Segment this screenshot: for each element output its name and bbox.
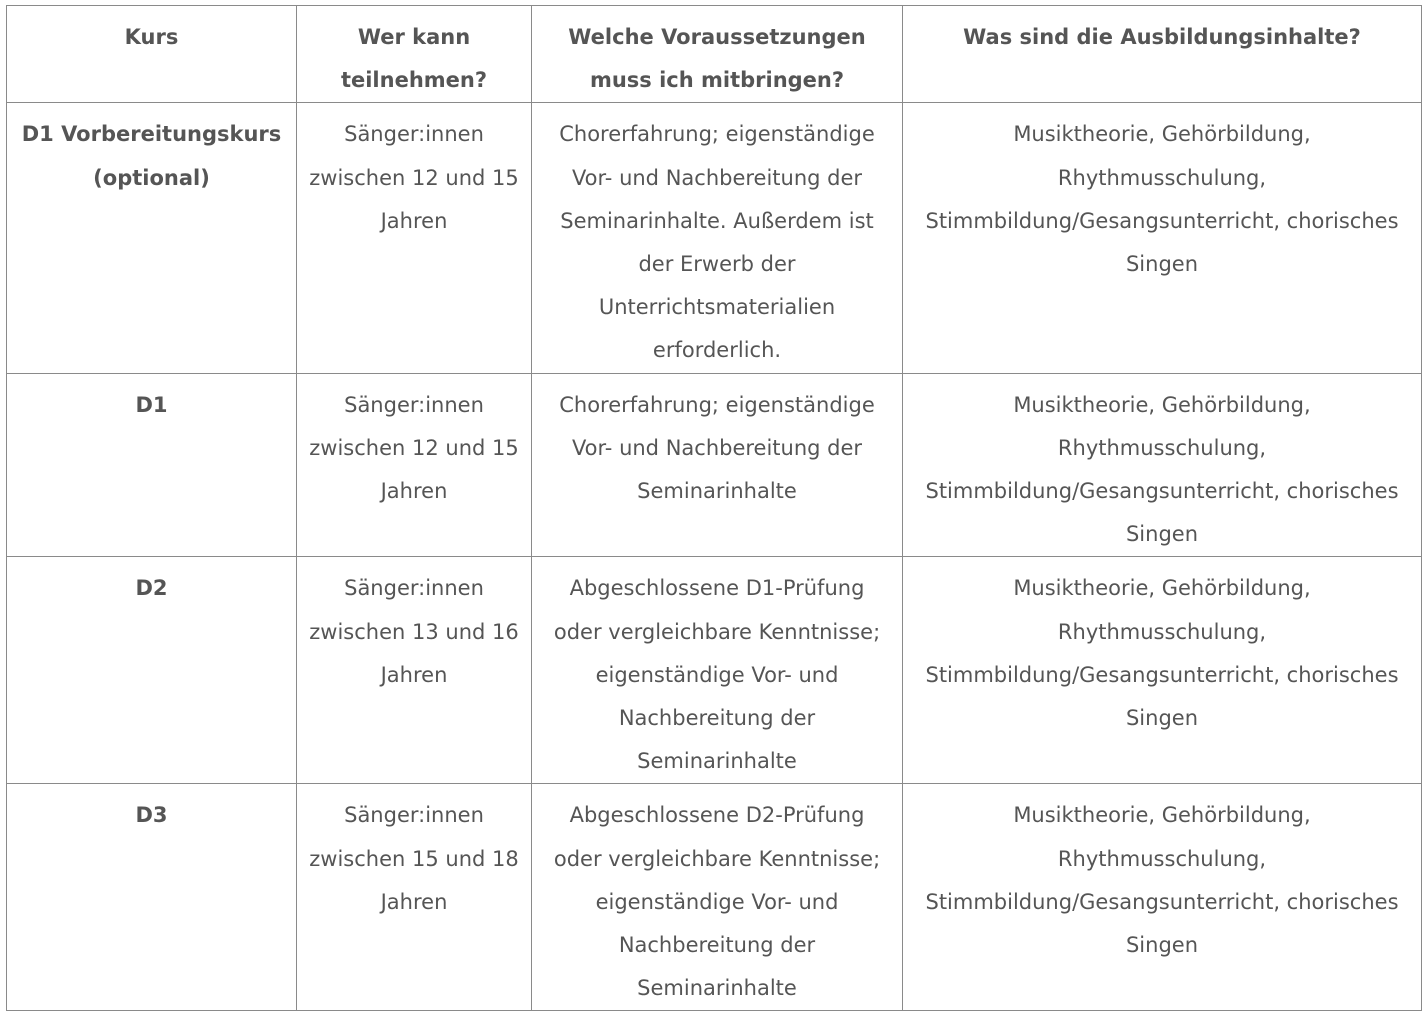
- cell-inhalte: Musiktheorie, Gehörbildung, Rhythmusschulung, Stimmbildung/Gesangsunterricht, chorisches Singen: [903, 373, 1422, 557]
- cell-voraussetzungen: Chorerfahrung; eigenständige Vor- und Nachbereitung der Seminarinhalte: [532, 373, 903, 557]
- cell-kurs: D2: [7, 557, 297, 784]
- cell-teilnehmer: Sänger:innen zwischen 15 und 18 Jahren: [297, 784, 532, 1011]
- table-row: [7, 373, 1422, 557]
- course-table: [6, 5, 1422, 1011]
- table-row: [7, 784, 1422, 1011]
- cell-voraussetzungen: Abgeschlossene D1-Prüfung oder vergleichbare Kenntnisse; eigenständige Vor- und Nachbereitung der Seminarinhalte: [532, 557, 903, 784]
- cell-teilnehmer: Sänger:innen zwischen 13 und 16 Jahren: [297, 557, 532, 784]
- header-voraussetzungen: Welche Voraussetzungen muss ich mitbringen?: [532, 6, 903, 103]
- cell-inhalte: Musiktheorie, Gehörbildung, Rhythmusschulung, Stimmbildung/Gesangsunterricht, chorisches Singen: [903, 103, 1422, 373]
- cell-teilnehmer: Sänger:innen zwischen 12 und 15 Jahren: [297, 103, 532, 373]
- table-row: [7, 557, 1422, 784]
- cell-kurs: D1: [7, 373, 297, 557]
- cell-inhalte: Musiktheorie, Gehörbildung, Rhythmusschulung, Stimmbildung/Gesangsunterricht, chorisches Singen: [903, 557, 1422, 784]
- cell-kurs: D1 Vorbereitungskurs (optional): [7, 103, 297, 373]
- header-ausbildungsinhalte: Was sind die Ausbildungsinhalte?: [903, 6, 1422, 103]
- header-wer-kann-teilnehmen: Wer kann teilnehmen?: [297, 6, 532, 103]
- cell-inhalte: Musiktheorie, Gehörbildung, Rhythmusschulung, Stimmbildung/Gesangsunterricht, chorisches Singen: [903, 784, 1422, 1011]
- header-kurs: Kurs: [7, 6, 297, 103]
- cell-voraussetzungen: Chorerfahrung; eigenständige Vor- und Nachbereitung der Seminarinhalte. Außerdem ist der Erwerb der Unterrichtsmaterialien erforderlich.: [532, 103, 903, 373]
- cell-teilnehmer: Sänger:innen zwischen 12 und 15 Jahren: [297, 373, 532, 557]
- table-header-row: [7, 6, 1422, 103]
- cell-kurs: D3: [7, 784, 297, 1011]
- cell-voraussetzungen: Abgeschlossene D2-Prüfung oder vergleichbare Kenntnisse; eigenständige Vor- und Nachbereitung der Seminarinhalte: [532, 784, 903, 1011]
- table-row: [7, 103, 1422, 373]
